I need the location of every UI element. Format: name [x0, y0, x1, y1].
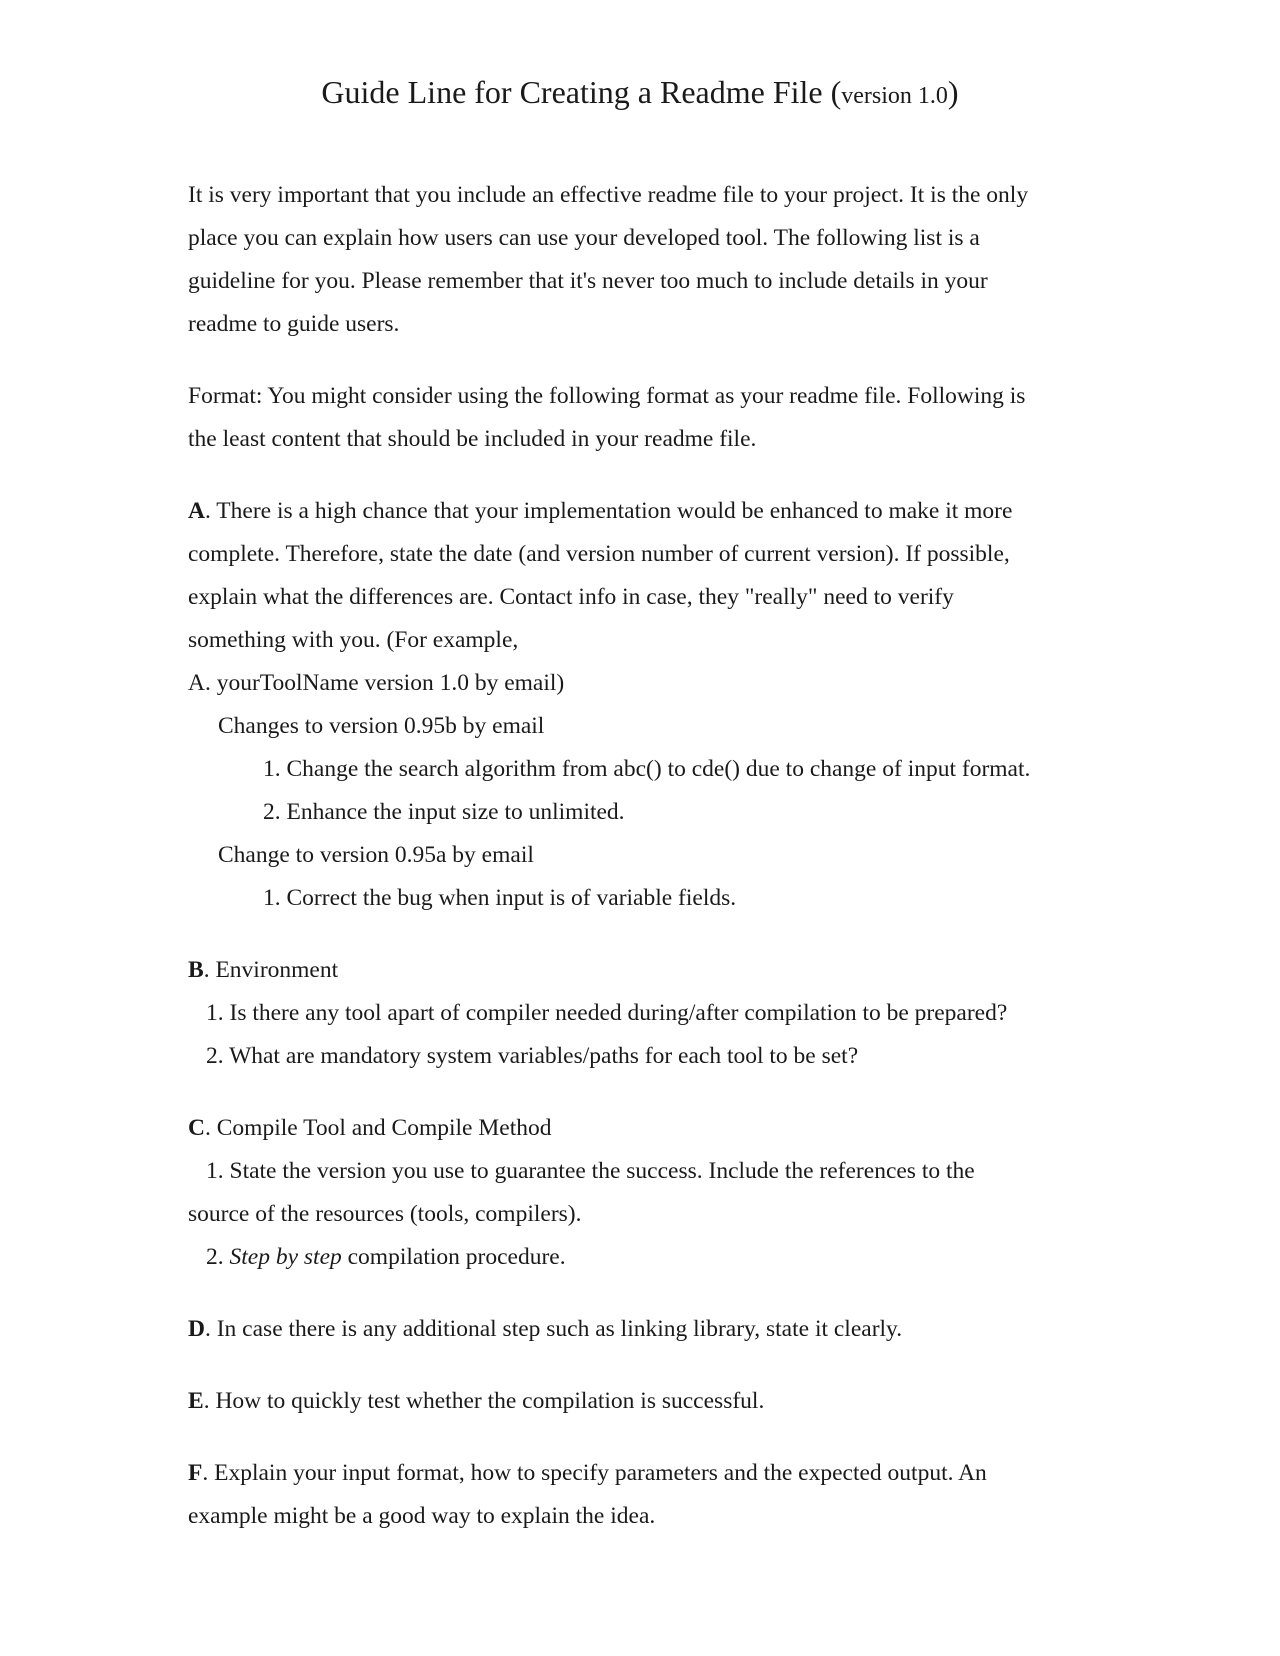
section-c-heading [188, 1107, 1108, 1150]
section-a-text: . There is a high chance that your implementation would be enhanced to make it more [204, 498, 1013, 524]
section-e [188, 1380, 1108, 1423]
example-change-item: 1. Correct the bug when input is of variable fields. [263, 885, 737, 911]
section-b-title: . Environment [203, 957, 339, 983]
section-c-item: 1. State the version you use to guarantee the success. Include the references to the [206, 1158, 975, 1184]
section-e-text: . How to quickly test whether the compilation is successful. [203, 1388, 765, 1414]
section-b-letter: B [188, 957, 204, 983]
example-version-095a: Change to version 0.95a by email [218, 842, 534, 868]
section-b [188, 949, 1108, 1078]
format-paragraph [188, 375, 1108, 461]
section-a [188, 490, 1108, 920]
section-a-line [188, 490, 1108, 533]
section-a-line: complete. Therefore, state the date (and version number of current version). If possible, [188, 541, 1010, 567]
format-line: Format: You might consider using the following format as your readme file. Following is [188, 383, 1026, 409]
intro-line: It is very important that you include an effective readme file to your project. It is the only [188, 182, 1029, 208]
section-c-item2-italic: Step by step [229, 1244, 342, 1270]
section-d-text: . In case there is any additional step such as linking library, state it clearly. [204, 1316, 903, 1342]
section-e-line [188, 1380, 1108, 1423]
format-line: the least content that should be included in your readme file. [188, 426, 757, 452]
section-c-title: . Compile Tool and Compile Method [204, 1115, 552, 1141]
page-title [0, 72, 1280, 116]
section-e-letter: E [188, 1388, 204, 1414]
section-a-line: explain what the differences are. Contact info in case, they "really" need to verify [188, 584, 954, 610]
intro-line: place you can explain how users can use your developed tool. The following list is a [188, 225, 980, 251]
section-b-item: 1. Is there any tool apart of compiler needed during/after compilation to be prepared? [206, 1000, 1008, 1026]
section-b-heading [188, 949, 1108, 992]
section-c-item2-rest: compilation procedure. [341, 1244, 566, 1270]
example-change-item: 2. Enhance the input size to unlimited. [263, 799, 625, 825]
section-f [188, 1452, 1108, 1538]
intro-line: guideline for you. Please remember that it's never too much to include details in your [188, 268, 988, 294]
document-body [188, 174, 1108, 1567]
section-f-text: . Explain your input format, how to specify parameters and the expected output. An [202, 1460, 987, 1486]
section-c-letter: C [188, 1115, 205, 1141]
section-c [188, 1107, 1108, 1279]
section-f-letter: F [188, 1460, 203, 1486]
example-change-item: 1. Change the search algorithm from abc() to cde() due to change of input format. [263, 756, 1031, 782]
section-d-letter: D [188, 1316, 205, 1342]
section-d-line [188, 1308, 1108, 1351]
title-close: ) [947, 74, 959, 110]
section-f-line: example might be a good way to explain the idea. [188, 1503, 656, 1529]
section-d [188, 1308, 1108, 1351]
title-version: version 1.0 [841, 83, 948, 109]
section-c-item2-prefix: 2. [206, 1244, 230, 1270]
intro-line: readme to guide users. [188, 311, 400, 337]
section-a-letter: A [188, 498, 205, 524]
section-a-line: something with you. (For example, [188, 627, 519, 653]
section-c-item-continued: source of the resources (tools, compilers). [188, 1201, 582, 1227]
title-main: Guide Line for Creating a Readme File ( [321, 74, 842, 110]
intro-paragraph [188, 174, 1108, 346]
example-header: A. yourToolName version 1.0 by email) [188, 670, 565, 696]
section-b-item: 2. What are mandatory system variables/paths for each tool to be set? [206, 1043, 859, 1069]
section-c-item [188, 1236, 1108, 1279]
example-version-095b: Changes to version 0.95b by email [218, 713, 545, 739]
section-f-line [188, 1452, 1108, 1495]
